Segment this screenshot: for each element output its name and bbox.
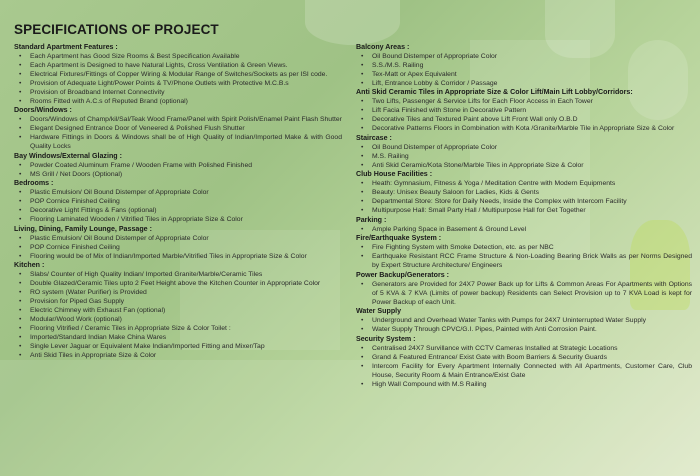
spec-list-item: • Centralised 24X7 Survillance with CCTV Cameras Installed at Strategic Locations xyxy=(356,344,692,353)
spec-list xyxy=(356,280,692,307)
spec-list xyxy=(356,243,692,270)
spec-list-item: • Grand & Featured Entrance/ Exist Gate with Boom Barriers & Security Guards xyxy=(356,353,692,362)
spec-list-item: • Single Lever Jaguar or Equivalent Make Indian/Imported Fitting and Mixer/Tap xyxy=(14,342,342,351)
spec-list xyxy=(14,270,342,360)
spec-list-item: • Fire Fighting System with Smoke Detection, etc. as per NBC xyxy=(356,243,692,252)
spec-list-item: • M.S. Railing xyxy=(356,152,692,161)
spec-list-item: • Provision for Piped Gas Supply xyxy=(14,297,342,306)
spec-list-item: • Decorative Light Fittings & Fans (optional) xyxy=(14,206,342,215)
spec-list-item: • Provision of Adequate Light/Power Points & TV/Phone Outlets with Protective M.C.B.s xyxy=(14,79,342,88)
spec-list-item: • Flooring Vitrified / Ceramic Tiles in Appropriate Size & Color Toilet : xyxy=(14,324,342,333)
section-heading-kitchen: Kitchen : xyxy=(14,261,45,269)
spec-list xyxy=(14,115,342,151)
pendant-lamp-decoration xyxy=(305,0,400,45)
section-heading-parking: Parking : xyxy=(356,215,387,224)
spec-list-item: • Electrical Fixtures/Fittings of Copper Wiring & Modular Range of Switches/Sockets as per ISI code. xyxy=(14,70,342,79)
spec-list-item: • Generators are Provided for 24X7 Power Back up for Lifts & Common Areas For Apartments with Options of 5 KVA & 7 KVA (Limits of power backup) Residents can Select Provision up to 7 KVA Load is kept for Power Backup of each Unit. xyxy=(356,280,692,307)
spec-list-item: • Intercom Facility for Every Apartment Internally Connected with All Apartments, Customer Care, Club House, Security Room & Main Entrance/Exist Gate xyxy=(356,362,692,380)
spec-list-item: • Earthquake Resistant RCC Frame Structure & Non-Loading Bearing Brick Walls as per Norms Designed by Expert Structure Architecture/ Engineers xyxy=(356,252,692,270)
section-heading-water-supply: Water Supply xyxy=(356,307,402,315)
spec-list xyxy=(356,179,692,215)
spec-list-item: • Multipurpose Hall: Small Party Hall / Multipurpose Hall for Get Together xyxy=(356,206,692,215)
spec-list xyxy=(356,316,692,334)
section-heading-bedrooms: Bedrooms : xyxy=(14,179,54,187)
section-heading-security-system: Security System : xyxy=(356,334,416,343)
spec-list-item: • Each Apartment is Designed to have Natural Lights, Cross Ventilation & Green Views. xyxy=(14,61,342,70)
spec-list-item: • Slabs/ Counter of High Quality Indian/ Imported Granite/Marble/Ceramic Tiles xyxy=(14,270,342,279)
spec-list-item: • High Wall Compound with M.S Railing xyxy=(356,380,692,389)
spec-list-item: • Electric Chimney with Exhaust Fan (optional) xyxy=(14,306,342,315)
spec-list-item: • Each Apartment has Good Size Rooms & Best Specification Available xyxy=(14,52,342,61)
spec-list-item: • S.S./M.S. Railing xyxy=(356,61,692,70)
spec-list xyxy=(356,52,692,88)
spec-list-item: • Plastic Emulsion/ Oil Bound Distemper of Appropriate Color xyxy=(14,234,342,243)
section-heading-anti-skid-ceramic-tiles-in-appropriate-s: Anti Skid Ceramic Tiles in Appropriate Size & Color Lift/Main Lift Lobby/Corridors: xyxy=(356,88,633,96)
spec-list-item: • Departmental Store: Store for Daily Needs, Inside the Complex with Intercom Facility xyxy=(356,197,692,206)
section-heading-living-dining-family-lounge-passage: Living, Dining, Family Lounge, Passage : xyxy=(14,224,152,233)
page-title: SPECIFICATIONS OF PROJECT xyxy=(14,22,219,37)
spec-list-item: • Double Glazed/Ceramic Tiles upto 2 Feet Height above the Kitchen Counter in Appropriate Color xyxy=(14,279,342,288)
spec-list-item: • Hardware Fittings in Doors & Windows shall be of High Quality of Indian/Imported Make & with Good Quality Locks xyxy=(14,133,342,151)
spec-list-item: • Oil Bound Distemper of Appropriate Color xyxy=(356,52,692,61)
spec-list-item: • Heath: Gymnasium, Fitness & Yoga / Meditation Centre with Modern Equipments xyxy=(356,179,692,188)
spec-list-item: • Water Supply Through CPVC/G.I. Pipes, Painted with Anti Corrosion Paint. xyxy=(356,325,692,334)
section-heading-standard-apartment-features: Standard Apartment Features : xyxy=(14,42,118,51)
right-spec-column xyxy=(356,42,692,389)
section-heading-doors-windows: Doors/Windows : xyxy=(14,106,72,114)
spec-list-item: • Ample Parking Space in Basement & Ground Level xyxy=(356,225,692,234)
spec-list xyxy=(356,143,692,170)
section-heading-bay-windows-external-glazing: Bay Windows/External Glazing : xyxy=(14,151,122,160)
spec-list-item: • POP Cornice Finished Ceiling xyxy=(14,197,342,206)
spec-list-item: • Decorative Patterns Floors in Combination with Kota /Granite/Marble Tile in Appropriate Size & Color xyxy=(356,124,692,133)
spec-list-item: • Decorative Tiles and Textured Paint above Lift Front Wall only O.B.D xyxy=(356,115,692,124)
section-heading-balcony-areas: Balcony Areas : xyxy=(356,42,410,51)
spec-list-item: • Anti Skid Ceramic/Kota Stone/Marble Tiles in Appropriate Size & Color xyxy=(356,161,692,170)
spec-list-item: • Two Lifts, Passenger & Service Lifts for Each Floor Access in Each Tower xyxy=(356,97,692,106)
section-heading-power-backup-generators: Power Backup/Generators : xyxy=(356,270,450,279)
spec-list xyxy=(14,188,342,224)
spec-list-item: • Beauty: Unisex Beauty Saloon for Ladies, Kids & Gents xyxy=(356,188,692,197)
section-heading-club-house-facilities: Club House Facilities : xyxy=(356,170,433,178)
spec-list-item: • POP Cornice Finished Ceiling xyxy=(14,243,342,252)
spec-list-item: • Imported/Standard Indian Make China Wares xyxy=(14,333,342,342)
spec-list-item: • Flooring would be of Mix of Indian/Imported Marble/Vitrified Tiles in Appropriate Size & Color xyxy=(14,252,342,261)
section-heading-staircase: Staircase : xyxy=(356,133,392,142)
spec-list-item: • Elegant Designed Entrance Door of Veneered & Polished Flush Shutter xyxy=(14,124,342,133)
spec-list-item: • Flooring Laminated Wooden / Vitrified Tiles in Appropriate Size & Color xyxy=(14,215,342,224)
spec-list xyxy=(356,97,692,133)
spec-list-item: • Tex-Matt or Apex Equivalent xyxy=(356,70,692,79)
spec-list xyxy=(356,225,692,234)
spec-list-item: • Lift, Entrance Lobby & Corridor / Passage xyxy=(356,79,692,88)
spec-list-item: • MS Grill / Net Doors (Optional) xyxy=(14,170,342,179)
spec-list-item: • Lift Facia Finished with Stone in Decorative Pattern xyxy=(356,106,692,115)
spec-list-item: • Oil Bound Distemper of Appropriate Color xyxy=(356,143,692,152)
spec-list-item: • Anti Skid Tiles in Appropriate Size & Color xyxy=(14,351,342,360)
section-heading-fire-earthquake-system: Fire/Earthquake System : xyxy=(356,234,442,242)
spec-list-item: • Provision of Broadband Internet Connectivity xyxy=(14,88,342,97)
spec-list xyxy=(356,344,692,389)
spec-list xyxy=(14,234,342,261)
spec-list xyxy=(14,161,342,179)
spec-list-item: • RO system (Water Purifier) is Provided xyxy=(14,288,342,297)
spec-list-item: • Modular/Wood Work (optional) xyxy=(14,315,342,324)
spec-list-item: • Doors/Windows of Champ/kil/Sal/Teak Wood Frame/Panel with Spirit Polish/Enamel Paint Flash Shutter xyxy=(14,115,342,124)
spec-list xyxy=(14,52,342,106)
spec-list-item: • Plastic Emulsion/ Oil Bound Distemper of Appropriate Color xyxy=(14,188,342,197)
left-spec-column xyxy=(14,42,342,360)
spec-list-item: • Rooms Fitted with A.C.s of Reputed Brand (optional) xyxy=(14,97,342,106)
spec-list-item: • Powder Coated Aluminum Frame / Wooden Frame with Polished Finished xyxy=(14,161,342,170)
spec-list-item: • Underground and Overhead Water Tanks with Pumps for 24X7 Uninterrupted Water Supply xyxy=(356,316,692,325)
